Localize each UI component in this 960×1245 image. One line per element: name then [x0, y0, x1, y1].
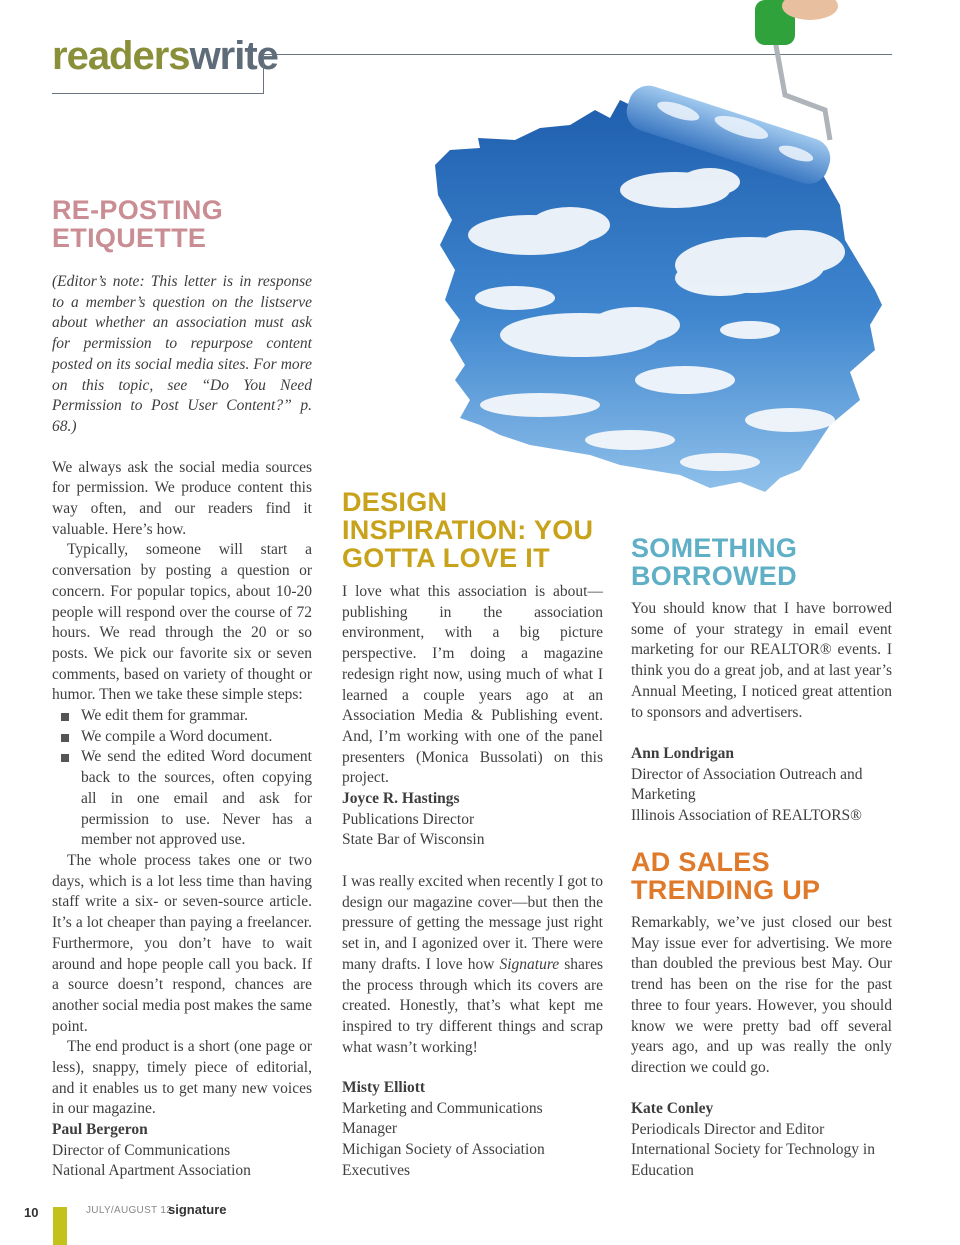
- issue-date: JULY/AUGUST 12: [86, 1205, 173, 1216]
- headline-line: ETIQUETTE: [52, 223, 207, 253]
- author-org: International Society for Technology in: [631, 1141, 875, 1159]
- headline-line: AD SALES: [631, 847, 770, 877]
- author-name: Ann Londrigan: [631, 745, 734, 762]
- paragraph: The whole process takes one or two days, which is a lot less time than having staff write a six- or seven-source article. It’s a lot cheaper than paying a freelancer. Furthermore, you don’t have to wait around and hope people call you back. If a source doesn’t respond, chances are another social media post makes the same point.: [52, 851, 312, 1035]
- author-name: Paul Bergeron: [52, 1121, 148, 1138]
- author-title: Publications Director: [342, 810, 475, 828]
- editor-note: (Editor’s note: This letter is in response to a member’s question on the listserve about whether an association must ask for permission to repurpose content posted on its social media sites. For more on this topic, see “Do You Need Permission to Post User Content?” p. 68.): [52, 273, 312, 435]
- signature-block: [631, 744, 931, 827]
- section-masthead: [52, 36, 278, 76]
- paragraph: You should know that I have borrowed some of your strategy in email event marketing for our REALTOR® events. I think you do a great job, and at last year’s Annual Meeting, I noticed great attention to sponsors and advertisers.: [631, 600, 892, 721]
- list-item: We send the edited Word document back to the sources, often copying all in one email and ask for permission to use. Never has a member not approved use.: [52, 747, 312, 851]
- page-number: 10: [24, 1205, 39, 1220]
- headline-something-borrowed: [631, 534, 901, 590]
- paragraph-text: shares the process through which its covers are created. Honestly, that’s what kept me inspired to try different things and scrap what wasn’t working!: [342, 955, 603, 1056]
- signature-block: [631, 1099, 931, 1182]
- masthead-rule-bottom: [52, 93, 264, 94]
- headline-line: BORROWED: [631, 561, 797, 591]
- signature-block: [342, 789, 612, 851]
- paragraph: I love what this association is about—publishing in the association environment, with a big picture perspective. I’m doing a magazine redesign right now, using much of what I learned a couple years ago at an Association Media & Publishing event. And, I’m working with one of the panel presenters (Monica Bussolati) on this project.: [342, 583, 603, 787]
- paragraph: [342, 872, 603, 1058]
- magazine-title: Signature: [499, 955, 560, 973]
- author-org: Michigan Society of Association: [342, 1141, 545, 1159]
- signature-block: [342, 1078, 612, 1182]
- author-title: Director of Association Outreach and: [631, 765, 863, 783]
- headline-line: TRENDING UP: [631, 875, 821, 905]
- headline-line: GOTTA LOVE IT: [342, 543, 550, 573]
- article-design-inspiration-2: [342, 872, 603, 1058]
- headline-line: INSPIRATION: YOU: [342, 515, 594, 545]
- paint-roller-sky-illustration: [420, 0, 900, 500]
- author-title: Marketing and Communications: [342, 1099, 543, 1117]
- list-item: We edit them for grammar.: [52, 706, 312, 727]
- author-org: Education: [631, 1162, 694, 1180]
- author-name: Misty Elliott: [342, 1079, 426, 1096]
- author-org: National Apartment Association: [52, 1162, 251, 1180]
- masthead-rule-vertical: [263, 55, 264, 94]
- author-title: Periodicals Director and Editor: [631, 1120, 825, 1138]
- headline-line: RE-POSTING: [52, 195, 224, 225]
- magazine-name: signature: [168, 1202, 227, 1217]
- headline-line: DESIGN: [342, 487, 448, 517]
- author-title: Manager: [342, 1120, 398, 1138]
- headline-design-inspiration: [342, 488, 612, 572]
- paragraph: We always ask the social media sources for permission. We produce content this way often, and our readers find it valuable. Here’s how.: [52, 458, 312, 538]
- article-something-borrowed: [631, 599, 892, 723]
- author-name: Kate Conley: [631, 1100, 714, 1117]
- author-org: Executives: [342, 1161, 411, 1179]
- paragraph: Remarkably, we’ve just closed our best May issue ever for advertising. We more than doubled the previous best May. Our trend has been on the rise for the past three to four years. However, you should know we were pretty bad off several years ago, and up was really the only direction we could go.: [631, 914, 892, 1076]
- paragraph: The end product is a short (one page or less), snappy, timely piece of editorial, and it enables us to get many new voices in our magazine.: [52, 1038, 312, 1118]
- list-item: We compile a Word document.: [52, 727, 312, 748]
- article-design-inspiration-1: [342, 582, 603, 789]
- author-title: Director of Communications: [52, 1141, 231, 1159]
- signature-block: [52, 1120, 322, 1182]
- author-name: Joyce R. Hastings: [342, 790, 460, 807]
- paragraph: Typically, someone will start a conversation by posting a question or concern. For popular topics, about 10-20 people will respond over the course of 72 hours. We read through the 20 or so posts. We pick our favorite six or seven comments, based on variety of thought or humor. Then we take these simple steps:: [52, 541, 312, 704]
- headline-line: SOMETHING: [631, 533, 798, 563]
- footer-accent-bar: [53, 1207, 67, 1245]
- masthead-write: write: [189, 34, 278, 78]
- headline-ad-sales: [631, 848, 901, 904]
- headline-reposting-etiquette: [52, 196, 312, 252]
- roller-handle: [775, 40, 830, 140]
- article-ad-sales: [631, 913, 892, 1079]
- author-title: Marketing: [631, 786, 696, 804]
- steps-list: [52, 706, 312, 851]
- author-org: Illinois Association of REALTORS®: [631, 807, 862, 825]
- article-reposting-etiquette: [52, 272, 312, 1120]
- masthead-readers: readers: [52, 34, 190, 78]
- paragraph-text: I was really excited when recently I got to design our magazine cover—but then the pressure of getting the message just right set in, and I agonized over it. There were many drafts. I love how: [342, 873, 603, 973]
- author-org: State Bar of Wisconsin: [342, 831, 485, 849]
